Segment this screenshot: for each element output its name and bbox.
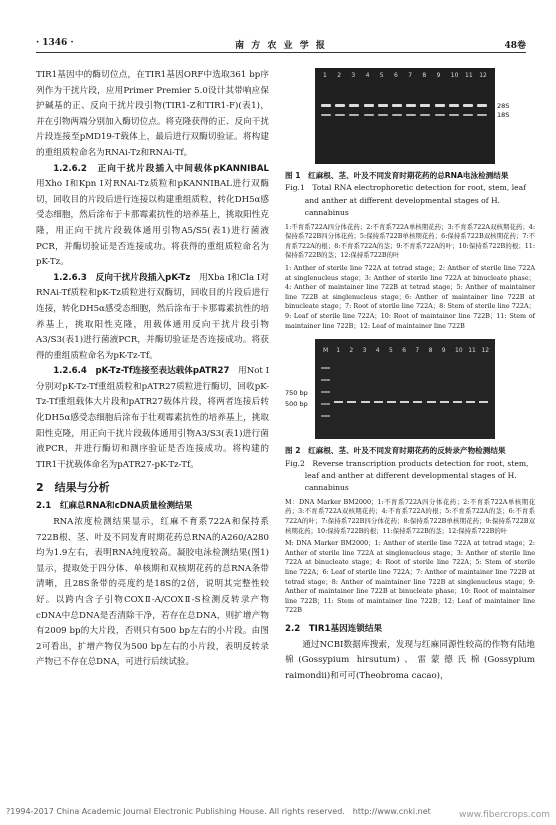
section-22-title: 2.2 TIR1基因连锁结果 bbox=[285, 623, 383, 634]
figure-1-caption-cn: 图 1 红麻根、茎、叶及不同发育时期花药的总RNA电泳检测结果 bbox=[285, 171, 509, 180]
watermark: www.fibercrops.com bbox=[459, 810, 550, 820]
section-1264-body: 用Not Ⅰ分别对pK-Tz-Tf重组质粒和pATR27质粒进行酶切，回收pK-Tz-Tf重组载体大片段和pATR27载体片段，将两者连接后转化DH5α感受态细胞后涂布于壮观霉素抗性的培养基上，挑取阳性克隆，用正向干扰片段载体通用引物A3/S3(表1)进行菌液PCR，并进行酶切和测序验证是否连接成功。将构建的TIR1干扰载体命名为pATR27-pK-Tz-Tf。 bbox=[36, 366, 269, 470]
gel-1-lane-label: 9 bbox=[436, 72, 441, 79]
band-18s bbox=[349, 114, 359, 116]
copyright-footer: ?1994-2017 China Academic Journal Electronic Publishing House. All rights reserved. http://www.cnki.net bbox=[6, 807, 431, 816]
figure-1-caption bbox=[285, 170, 535, 220]
pcr-band bbox=[466, 401, 475, 403]
band-28s bbox=[420, 104, 430, 107]
band-18s bbox=[321, 114, 331, 116]
gel-1-lane-label: 5 bbox=[379, 72, 384, 79]
gel-2-lane-label: 10 bbox=[455, 347, 463, 355]
section-1263-title: 1.2.6.3 反向干扰片段插入pK-Tz bbox=[53, 272, 191, 283]
pcr-band bbox=[427, 401, 436, 403]
gel-2-lane-label: 2 bbox=[349, 347, 354, 355]
band-28s bbox=[477, 104, 487, 107]
section-1263 bbox=[36, 271, 269, 365]
gel-1-lane-label: 12 bbox=[479, 72, 487, 79]
right-column bbox=[285, 68, 535, 684]
band-28s bbox=[406, 104, 416, 107]
gel-1-lane-label: 1 bbox=[323, 72, 327, 79]
band-28s bbox=[392, 104, 402, 107]
page-header bbox=[36, 38, 526, 53]
band-18s bbox=[335, 114, 345, 116]
gel-2-lane-label: 9 bbox=[441, 347, 446, 355]
gel-2-lane-label: 6 bbox=[402, 347, 407, 355]
marker-band bbox=[321, 403, 330, 405]
figure-1-caption-en: Fig.1 Total RNA electrophoretic detection for root, stem, leaf and anther at different developmental stages of H. cannabinus bbox=[285, 183, 526, 218]
page-number: · 1346 · bbox=[36, 38, 74, 48]
gel-2-lane-label: 12 bbox=[481, 347, 490, 355]
marker-band bbox=[321, 379, 330, 381]
band-28s bbox=[349, 104, 359, 107]
pcr-band bbox=[479, 401, 488, 403]
band-28s bbox=[335, 104, 345, 107]
section-1263-body: 用Xba Ⅰ和Cla Ⅰ对RNAi-Tf质粒和pK-Tz质粒进行双酶切，回收目的片段后进行连接，转化DH5α感受态细胞，然后涂布于卡那霉素抗性的培养基上，挑取阳性克隆，用载体通用反向干扰片段引物A3/S3(表1)进行菌液PCR，并酶切验证是否连接成功。将获得的重组质粒命名为pK-Tz-Tf。 bbox=[36, 272, 269, 361]
band-18s bbox=[392, 114, 402, 116]
band-18s bbox=[477, 114, 487, 116]
gel-2-lane-label: 1 bbox=[336, 347, 341, 355]
figure-2 bbox=[285, 339, 535, 439]
pcr-band bbox=[347, 401, 356, 403]
gel-2-lane-label: 7 bbox=[415, 347, 420, 355]
marker-band bbox=[321, 391, 330, 393]
band-28s bbox=[463, 104, 473, 107]
gel-2-lane-label: 5 bbox=[389, 347, 393, 355]
volume: 48卷 bbox=[504, 41, 526, 51]
gel-2-lane-label: 4 bbox=[375, 347, 380, 355]
band-28s bbox=[435, 104, 445, 107]
band-18s bbox=[406, 114, 416, 116]
band-label-28s: 28S bbox=[497, 102, 510, 110]
band-28s bbox=[449, 104, 459, 107]
paragraph-22: 通过NCBI数据库搜索，发现与红麻同源性较高的作物有陆地棉(Gossypium hirsutum)、雷蒙德氏棉(Gossypium raimondii)和可可(Theobroma cacao)， bbox=[285, 639, 535, 681]
paragraph-1: TIR1基因中的酶切位点，在TIR1基因ORF中选取361 bp序列作为干扰片段，应用Primer Premier 5.0设计其带响应保护碱基的正、反向干扰片段引物(TIR1-Z和TIR1-F)(表1)，并在引物两端分别加入酶切位点。将克隆获得的正、反向干扰片段连接至pMD19-T载体上，最后进行双酶切验证。将构建的重组质粒命名为RNAi-Tz和RNAi-Tf。 bbox=[36, 70, 269, 158]
band-28s bbox=[321, 104, 331, 107]
gel-2-lane-label: 8 bbox=[428, 347, 433, 355]
gel-image-1 bbox=[315, 68, 495, 164]
section-1264-title: 1.2.6.4 pK-Tz-Tf连接至表达载体pATR27 bbox=[53, 366, 230, 377]
section-1262 bbox=[36, 162, 269, 271]
pcr-band bbox=[374, 401, 383, 403]
figure-2-caption-en: Fig.2 Reverse transcription products detection for root, stem, leaf and anther at different developmental stages of H. cannabinus bbox=[285, 458, 529, 493]
figure-1-note-cn: 1:不育系722A四分体花药；2:不育系722A单核期花药；3:不育系722A双核期花药；4:保持系722B四分体花药；5:保持系722B单核期花药；6:保持系722B双核期花药；7:不育系722A的根；8:不育系722A的茎；9:不育系722A的叶；10:保持系722B的根；11:保持系722B的茎；12:保持系722B的叶 bbox=[285, 222, 535, 260]
band-18s bbox=[463, 114, 473, 116]
pcr-band bbox=[361, 401, 370, 403]
left-column bbox=[36, 68, 269, 671]
gel-1-lane-label: 4 bbox=[365, 72, 370, 79]
journal-name: 南 方 农 业 学 报 bbox=[235, 41, 327, 51]
gel-1-lane-label: 2 bbox=[337, 72, 342, 79]
marker-band bbox=[321, 415, 330, 417]
marker-band bbox=[321, 367, 330, 369]
figure-2-note-en: M: DNA Marker BM2000；1: Anther of sterile line 722A at tetrad stage；2: Anther of sterile line 722A at singlenucleus stage；3: Anther of sterile line 722A at binucleate stage；4: Root of sterile line 722A；5: Stem of sterile line 722A；6: Leaf of sterile line 722A；7: Anther of maintainer line 722B at tetrad stage；8: Anther of maintainer line 722B at singlenucleus stage；9: Anther of maintainer line 722B at binucleate phase；10: Root of maintainer line 722B；11: Stem of maintainer line 722B；12: Leaf of maintainer line 722B bbox=[285, 539, 535, 615]
paragraph-21: RNA浓度检测结果显示，红麻不育系722A和保持系722B根、茎、叶及不同发育时期花药总RNA的A260/A280均为1.9左右，表明RNA纯度较高。凝胶电泳检测结果(图1)显示，提取处于四分体、单核期和双核期花药的总RNA条带清晰，且28S条带的亮度约是18S的2倍，说明其完整性较好。以跨内含子引物COXⅡ-A/COXⅡ-S检测反转录产物cDNA中总DNA是否清除干净，若存在总DNA，则扩增产物有2009 bp的大片段，否则只有500 bp左右的小片段。由图2可看出，扩增产物仅为500 bp左右的小片段，表明反转录产物已不存在总DNA，可进行后续试验。 bbox=[36, 517, 269, 668]
figure-1 bbox=[285, 68, 535, 164]
gel-1-lane-label: 11 bbox=[465, 72, 473, 79]
gel-1-lane-label: 8 bbox=[422, 72, 427, 79]
gel-image-2 bbox=[315, 339, 495, 439]
section-21-title: 2.1 红麻总RNA和cDNA质量检测结果 bbox=[36, 501, 193, 512]
band-18s bbox=[378, 114, 388, 116]
section-1262-title: 1.2.6.2 正向干扰片段插入中间载体pKANNIBAL bbox=[53, 163, 269, 174]
band-18s bbox=[449, 114, 459, 116]
gel-1-lane-label: 10 bbox=[450, 72, 459, 79]
band-18s bbox=[435, 114, 445, 116]
pcr-band bbox=[400, 401, 409, 403]
pcr-band bbox=[387, 401, 396, 403]
band-18s bbox=[420, 114, 430, 116]
figure-2-caption-cn: 图 2 红麻根、茎、叶及不同发育时期花药的反转录产物检测结果 bbox=[285, 446, 506, 456]
figure-2-caption bbox=[285, 445, 535, 495]
band-18s bbox=[364, 114, 374, 116]
band-28s bbox=[364, 104, 374, 107]
section-1262-body: 用Xho Ⅰ和Kpn Ⅰ对RNAi-Tz质粒和pKANNIBAL进行双酶切，回收目的片段后进行连接以构建重组质粒，转化DH5α感受态细胞，然后涂布于卡那霉素抗性的培养基上，挑取阳性克隆，用正向干扰片段载体通用引物A5/S5(表1)进行菌液PCR，并酶切验证是否连接成功。将获得的重组质粒命名为pK-Tz。 bbox=[36, 179, 269, 268]
figure-2-note-cn: M：DNA Marker BM2000；1:不育系722A四分体花药；2:不育系722A单核期花药；3:不育系722A双核期花药；4:不育系722A的根；5:不育系722A的茎；6:不育系722A的叶；7:保持系722B四分体花药；8:保持系722B单核期花药；9:保持系722B双核期花药；10:保持系722B的根；11:保持系722B的茎；12:保持系722B的叶 bbox=[285, 497, 535, 535]
band-28s bbox=[378, 104, 388, 107]
pcr-band bbox=[453, 401, 462, 403]
pcr-band bbox=[413, 401, 422, 403]
gel-1-lane-label: 3 bbox=[351, 72, 356, 79]
figure-1-note-en: 1: Anther of sterile line 722A at tetrad stage；2: Anther of sterile line 722A at singlenucleus stage；3: Anther of sterile line 722A at binucleate phase；4: Anther of maintainer line 722B at tetrad stage；5: Anther of maintainer line 722B at singlenucleus stage；6: Anther of maintainer line 722B at binucleate stage；7: Root of sterile line 722A；8: Stem of sterile line 722A；9: Leaf of sterile line 722A；10: Root of maintainer line 722B；11: Stem of maintainer line 722B；12: Leaf of maintainer line 722B bbox=[285, 264, 535, 330]
band-label-18s: 18S bbox=[497, 111, 510, 119]
size-label-750: 750 bp bbox=[285, 389, 308, 398]
pcr-band bbox=[440, 401, 449, 403]
gel-2-lane-label: 11 bbox=[468, 347, 476, 355]
gel-1-lane-label: 7 bbox=[408, 72, 413, 79]
section-1264 bbox=[36, 364, 269, 473]
gel-2-lane-label: 3 bbox=[362, 347, 367, 355]
pcr-band bbox=[334, 401, 343, 403]
gel-2-lane-label: M bbox=[323, 347, 329, 355]
gel-1-lane-label: 6 bbox=[394, 72, 398, 79]
size-label-500: 500 bp bbox=[285, 400, 308, 409]
section-2-title: 2 结果与分析 bbox=[36, 481, 110, 495]
